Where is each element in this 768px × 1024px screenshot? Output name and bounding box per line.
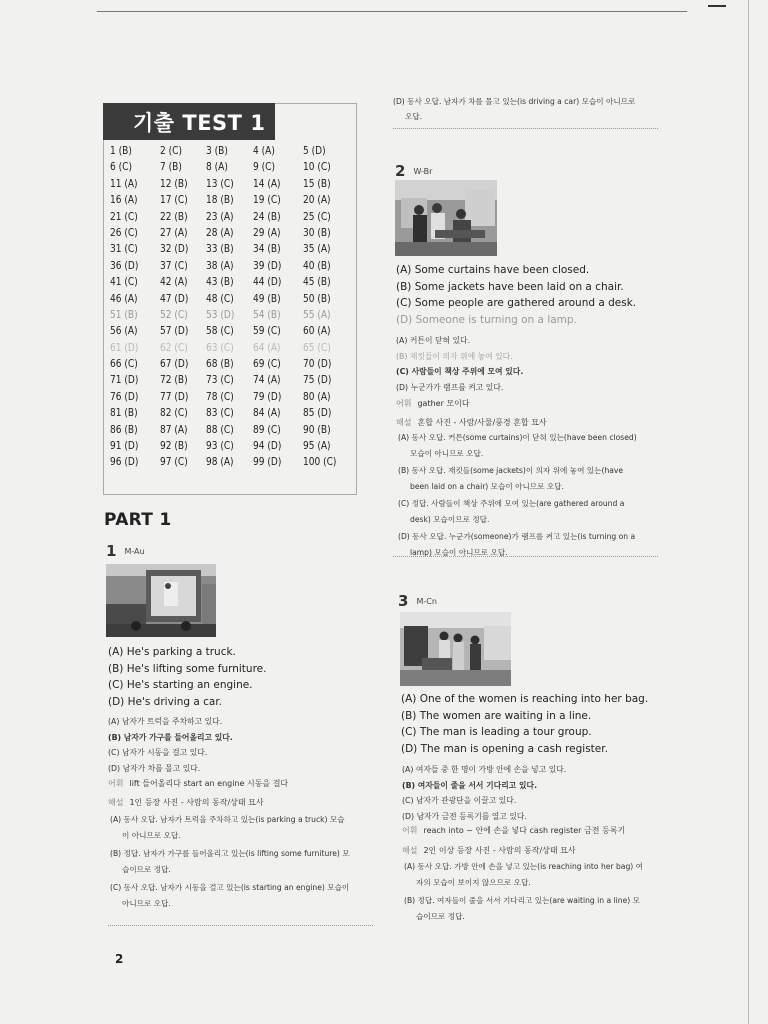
- answer-key-cell: 84 (A): [253, 407, 281, 420]
- q2-option-b: (B) Some jackets have been laid on a chair.: [396, 280, 624, 293]
- q3-option-a: (A) One of the women is reaching into her bag.: [401, 693, 649, 705]
- q1-option-c: (C) He's starting an engine.: [108, 679, 253, 691]
- answer-key-cell: 7 (B): [160, 161, 182, 174]
- q1-option-a: (A) He's parking a truck.: [108, 646, 236, 658]
- q1-vocab-text: lift 들어올리다 start an engine 시동을 걸다: [129, 779, 289, 788]
- q1-vocab-tag: 어휘: [108, 779, 124, 788]
- answer-key-cell: 75 (D): [303, 374, 332, 387]
- answer-key-grid: [110, 145, 346, 473]
- q2-expl-a-line1: (A) 동사 오답. 커튼(some curtains)이 닫혀 있는(have been closed): [398, 433, 637, 442]
- q1-expl-a-line1: (A) 동사 오답. 남자가 트럭을 주차하고 있는(is parking a truck) 모습: [110, 815, 345, 824]
- q1-photo-illustration: [106, 564, 216, 637]
- answer-key-cell: 73 (C): [206, 374, 234, 387]
- answer-key-row: [110, 227, 346, 243]
- answer-key-cell: 72 (B): [160, 374, 188, 387]
- answer-key-row: [110, 145, 346, 161]
- answer-key-row: [110, 276, 346, 292]
- answer-key-cell: 61 (D): [110, 341, 139, 354]
- answer-key-row: [110, 358, 346, 374]
- q2-expl-b: [398, 463, 673, 494]
- answer-key-row: [110, 440, 346, 456]
- answer-key-row: [110, 309, 346, 325]
- q2-expl-c-line2: desk) 모습이므로 정답.: [410, 514, 490, 524]
- q1-expl-b-line1: (B) 정답. 남자가 가구를 들어올리고 있는(is lifting some furniture) 모: [110, 849, 350, 858]
- q1-header: [106, 541, 145, 560]
- answer-key-cell: 22 (B): [160, 210, 188, 223]
- part-title: PART 1: [104, 510, 172, 530]
- answer-key-cell: 29 (A): [253, 226, 281, 239]
- answer-key-cell: 20 (A): [303, 194, 331, 207]
- answer-key-row: [110, 374, 346, 390]
- answer-key-cell: 52 (C): [160, 308, 188, 321]
- q2-vocab-tag: 어휘: [396, 399, 412, 408]
- answer-key-cell: 49 (B): [253, 292, 281, 305]
- answer-key-cell: 51 (B): [110, 308, 138, 321]
- answer-key-cell: 45 (B): [303, 276, 331, 289]
- answer-key-cell: 92 (B): [160, 440, 188, 453]
- q1-expl-head-text: 1인 등장 사진 - 사람의 동작/상태 묘사: [129, 798, 264, 807]
- answer-key-cell: 42 (A): [160, 276, 188, 289]
- q2-options: [396, 262, 636, 328]
- q3-expl-b-line1: (B) 정답. 여자들이 줄을 서서 기다리고 있는(are waiting in a line) 모: [404, 896, 640, 905]
- answer-key-cell: 97 (C): [160, 456, 188, 469]
- q3-options: [401, 691, 648, 757]
- q1-translation-b: (B) 남자가 가구를 들어올리고 있다.: [108, 732, 233, 742]
- q1-expl-d: [393, 95, 663, 124]
- q1-translations: [108, 714, 233, 776]
- answer-key-cell: 71 (D): [110, 374, 139, 387]
- answer-key-cell: 81 (B): [110, 407, 138, 420]
- q2-translation-b: (B) 재킷들이 의자 위에 놓여 있다.: [396, 351, 513, 361]
- answer-key-cell: 82 (C): [160, 407, 188, 420]
- q3-translations: [402, 762, 566, 824]
- answer-key-cell: 80 (A): [303, 390, 331, 403]
- q2-expl-b-line2: been laid on a chair) 모습이 아니므로 오답.: [410, 481, 564, 491]
- answer-key-cell: 26 (C): [110, 226, 138, 239]
- answer-key-cell: 4 (A): [253, 145, 275, 157]
- answer-key-row: [110, 243, 346, 259]
- answer-key-cell: 91 (D): [110, 440, 139, 453]
- answer-key-cell: 21 (C): [110, 210, 138, 223]
- q2-header: [395, 161, 432, 180]
- answer-key-cell: 66 (C): [110, 358, 138, 371]
- q1-expl-a: [110, 812, 375, 843]
- answer-key-cell: 25 (C): [303, 210, 331, 223]
- answer-key-cell: 34 (B): [253, 243, 281, 256]
- answer-key-cell: 77 (D): [160, 390, 189, 403]
- answer-key-cell: 39 (D): [253, 259, 282, 272]
- answer-key-cell: 17 (C): [160, 194, 188, 207]
- answer-key-cell: 95 (A): [303, 440, 331, 453]
- answer-key-cell: 94 (D): [253, 440, 282, 453]
- q3-expl-b: [404, 893, 684, 924]
- q3-photo: [400, 612, 511, 686]
- answer-key-row: [110, 260, 346, 276]
- q2-photo: [395, 180, 497, 256]
- answer-key-cell: 28 (A): [206, 226, 234, 239]
- q2-translation-c: (C) 사람들이 책상 주위에 모여 있다.: [396, 367, 524, 376]
- q2-expl-tag: 해설: [396, 418, 412, 427]
- answer-key-row: [110, 293, 346, 309]
- answer-key-cell: 5 (D): [303, 145, 326, 157]
- answer-key-cell: 78 (C): [206, 390, 234, 403]
- answer-key-cell: 58 (C): [206, 325, 234, 338]
- answer-key-cell: 64 (A): [253, 341, 281, 354]
- top-rule: [97, 11, 687, 12]
- answer-key-cell: 40 (B): [303, 259, 331, 272]
- answer-key-row: [110, 161, 346, 177]
- q3-explanations: [404, 859, 684, 924]
- page-edge-line: [748, 0, 749, 1024]
- answer-key-cell: 44 (D): [253, 276, 282, 289]
- answer-key-cell: 2 (C): [160, 145, 182, 157]
- answer-key-row: [110, 325, 346, 341]
- answer-key-cell: 31 (C): [110, 243, 138, 256]
- answer-key-cell: 48 (C): [206, 292, 234, 305]
- answer-key-cell: 43 (B): [206, 276, 234, 289]
- answer-key-cell: 99 (D): [253, 456, 282, 469]
- q2-expl-b-line1: (B) 동사 오답. 재킷들(some jackets)이 의자 위에 놓여 있는(have: [398, 466, 624, 475]
- q2-expl-a-line2: 모습이 아니므로 오답.: [410, 448, 484, 458]
- q3-expl-b-line2: 습이므로 정답.: [416, 911, 465, 921]
- answer-key-row: [110, 194, 346, 210]
- q2-translation-a: (A) 커튼이 닫혀 있다.: [396, 336, 471, 345]
- answer-key-cell: 93 (C): [206, 440, 234, 453]
- q1-expl-a-line2: 이 아니므로 오답.: [122, 830, 181, 840]
- q2-expl-d-line1: (D) 동사 오답. 누군가(someone)가 램프를 켜고 있는(is turning on a: [398, 532, 636, 541]
- q1-expl-c-line1: (C) 동사 오답. 남자가 시동을 걸고 있는(is starting an engine) 모습이: [110, 883, 350, 892]
- answer-key-header: [103, 103, 275, 140]
- q1-expl-d-line1: (D) 동사 오답. 남자가 차를 몰고 있는(is driving a car) 모습이 아니므로: [393, 97, 636, 106]
- answer-key-cell: 88 (C): [206, 423, 234, 436]
- answer-key-cell: 47 (D): [160, 292, 189, 305]
- q3-speaker: M-Cn: [416, 597, 437, 606]
- q2-option-a: (A) Some curtains have been closed.: [396, 264, 590, 276]
- q2-option-d: (D) Someone is turning on a lamp.: [396, 313, 577, 326]
- q1-option-d: (D) He's driving a car.: [108, 695, 223, 708]
- q2-translation-d: (D) 누군가가 램프를 켜고 있다.: [396, 382, 504, 392]
- answer-key-cell: 30 (B): [303, 226, 331, 239]
- answer-key-cell: 32 (D): [160, 243, 189, 256]
- q1-expl-b: [110, 846, 375, 877]
- q3-option-c: (C) The man is leading a tour group.: [401, 726, 592, 738]
- q2-photo-illustration: [395, 180, 497, 256]
- answer-key-cell: 19 (C): [253, 194, 281, 207]
- q1-divider: [108, 925, 373, 926]
- q2-option-c: (C) Some people are gathered around a desk.: [396, 297, 637, 309]
- q3-translation-c: (C) 남자가 관광단을 이끌고 있다.: [402, 796, 517, 805]
- corner-mark: [708, 5, 726, 7]
- answer-key-cell: 9 (C): [253, 161, 275, 174]
- q3-translation-d: (D) 남자가 금전 등록기를 열고 있다.: [402, 811, 527, 821]
- q2-vocab: [396, 396, 470, 411]
- answer-key-cell: 33 (B): [206, 243, 234, 256]
- q1-expl-head: [108, 795, 264, 810]
- q1-option-b: (B) He's lifting some furniture.: [108, 662, 267, 675]
- q1-translation-d: (D) 남자가 차를 몰고 있다.: [108, 763, 201, 773]
- answer-key-cell: 79 (D): [253, 390, 282, 403]
- answer-key-cell: 69 (C): [253, 358, 281, 371]
- answer-key-cell: 62 (C): [160, 341, 188, 354]
- q1-expl-b-line2: 습이므로 정답.: [122, 864, 171, 874]
- q1-expl-c-line2: 아니므로 오답.: [122, 898, 171, 908]
- q1-explanations: [110, 812, 375, 911]
- q2-expl-head-text: 혼합 사진 - 사람/사물/풍경 혼합 묘사: [417, 418, 547, 427]
- q1-speaker: M-Au: [124, 547, 145, 556]
- q1-options: [108, 644, 266, 710]
- answer-key-cell: 100 (C): [303, 456, 337, 469]
- answer-key-cell: 23 (A): [206, 210, 234, 223]
- answer-key-cell: 54 (B): [253, 308, 281, 321]
- q1-number: 1: [106, 542, 117, 560]
- answer-key-title: 기출 TEST 1: [133, 111, 266, 135]
- answer-key-cell: 50 (B): [303, 292, 331, 305]
- q2-translations: [396, 333, 523, 395]
- q2-expl-d-line2: lamp) 모습이 아니므로 오답.: [410, 547, 508, 557]
- answer-key-cell: 8 (A): [206, 161, 228, 174]
- q1-end-divider: [393, 128, 658, 129]
- q3-expl-a: [404, 859, 684, 890]
- answer-key-cell: 13 (C): [206, 177, 234, 190]
- q3-option-b: (B) The women are waiting in a line.: [401, 709, 592, 722]
- q3-expl-head: [402, 843, 576, 858]
- q1-expl-tag: 해설: [108, 798, 124, 807]
- answer-key-row: [110, 391, 346, 407]
- answer-key-cell: 57 (D): [160, 325, 189, 338]
- answer-key-cell: 41 (C): [110, 276, 138, 289]
- answer-key-cell: 15 (B): [303, 177, 331, 190]
- q3-expl-a-line2: 자의 모습이 보이지 않으므로 오답.: [416, 877, 531, 887]
- answer-key-cell: 65 (C): [303, 341, 331, 354]
- q3-vocab: [402, 823, 625, 838]
- q2-divider: [393, 556, 658, 557]
- answer-key-row: [110, 424, 346, 440]
- q2-expl-a: [398, 430, 673, 461]
- answer-key-cell: 89 (C): [253, 423, 281, 436]
- q1-translation-c: (C) 남자가 시동을 걸고 있다.: [108, 748, 208, 757]
- q3-expl-tag: 해설: [402, 846, 418, 855]
- answer-key-cell: 27 (A): [160, 226, 188, 239]
- answer-key-cell: 67 (D): [160, 358, 189, 371]
- q3-photo-illustration: [400, 612, 511, 686]
- answer-key-cell: 85 (D): [303, 407, 332, 420]
- q1-expl-c: [110, 880, 375, 911]
- answer-key-cell: 12 (B): [160, 177, 188, 190]
- q2-expl-c: [398, 496, 673, 527]
- q3-header: [398, 591, 437, 610]
- q2-speaker: W-Br: [413, 167, 433, 176]
- answer-key-cell: 90 (B): [303, 423, 331, 436]
- answer-key-cell: 63 (C): [206, 341, 234, 354]
- answer-key-row: [110, 456, 346, 472]
- answer-key-cell: 96 (D): [110, 456, 139, 469]
- answer-key-row: [110, 211, 346, 227]
- answer-key-row: [110, 178, 346, 194]
- q3-expl-a-line1: (A) 동사 오답. 가방 안에 손을 넣고 있는(is reaching into her bag) 여: [404, 862, 643, 871]
- answer-key-cell: 55 (A): [303, 308, 331, 321]
- q1-vocab: [108, 776, 288, 791]
- answer-key-cell: 68 (B): [206, 358, 234, 371]
- q3-number: 3: [398, 592, 409, 610]
- q3-translation-a: (A) 여자들 중 한 명이 가방 안에 손을 넣고 있다.: [402, 765, 567, 774]
- page-number: 2: [115, 952, 124, 966]
- answer-key-cell: 38 (A): [206, 259, 234, 272]
- answer-key-cell: 37 (C): [160, 259, 188, 272]
- answer-key-row: [110, 342, 346, 358]
- answer-key-cell: 74 (A): [253, 374, 281, 387]
- answer-key-cell: 98 (A): [206, 456, 234, 469]
- answer-key-cell: 10 (C): [303, 161, 331, 174]
- answer-key-cell: 3 (B): [206, 145, 228, 157]
- answer-key-cell: 35 (A): [303, 243, 331, 256]
- answer-key-cell: 16 (A): [110, 194, 138, 207]
- q3-option-d: (D) The man is opening a cash register.: [401, 742, 608, 755]
- answer-key-cell: 24 (B): [253, 210, 281, 223]
- answer-key-cell: 46 (A): [110, 292, 138, 305]
- answer-key-cell: 1 (B): [110, 145, 132, 157]
- q3-expl-head-text: 2인 이상 등장 사진 - 사람의 동작/상태 묘사: [423, 846, 576, 855]
- answer-key-cell: 36 (D): [110, 259, 139, 272]
- q2-number: 2: [395, 162, 406, 180]
- q2-vocab-text: gather 모이다: [417, 399, 470, 408]
- q1-translation-a: (A) 남자가 트럭을 주차하고 있다.: [108, 717, 223, 726]
- q3-vocab-tag: 어휘: [402, 826, 418, 835]
- q3-translation-b: (B) 여자들이 줄을 서서 기다리고 있다.: [402, 780, 538, 790]
- answer-key-cell: 11 (A): [110, 177, 138, 190]
- answer-key-cell: 70 (D): [303, 358, 332, 371]
- q1-photo: [106, 564, 216, 637]
- answer-key-cell: 59 (C): [253, 325, 281, 338]
- answer-key-cell: 6 (C): [110, 161, 132, 174]
- q2-expl-c-line1: (C) 정답. 사람들이 책상 주위에 모여 있는(are gathered around a: [398, 499, 625, 508]
- q2-expl-head: [396, 415, 547, 430]
- q2-explanations: [398, 430, 673, 560]
- answer-key-cell: 86 (B): [110, 423, 138, 436]
- answer-key-cell: 53 (D): [206, 308, 235, 321]
- answer-key-cell: 60 (A): [303, 325, 331, 338]
- q1-expl-d-line2: 오답.: [405, 111, 423, 121]
- answer-key-cell: 76 (D): [110, 390, 139, 403]
- answer-key-cell: 56 (A): [110, 325, 138, 338]
- answer-key-cell: 83 (C): [206, 407, 234, 420]
- answer-key-cell: 87 (A): [160, 423, 188, 436]
- answer-key-cell: 18 (B): [206, 194, 234, 207]
- answer-key-cell: 14 (A): [253, 177, 281, 190]
- q3-vocab-text: reach into ~ 안에 손을 넣다 cash register 금전 등록기: [423, 826, 626, 835]
- answer-key-row: [110, 407, 346, 423]
